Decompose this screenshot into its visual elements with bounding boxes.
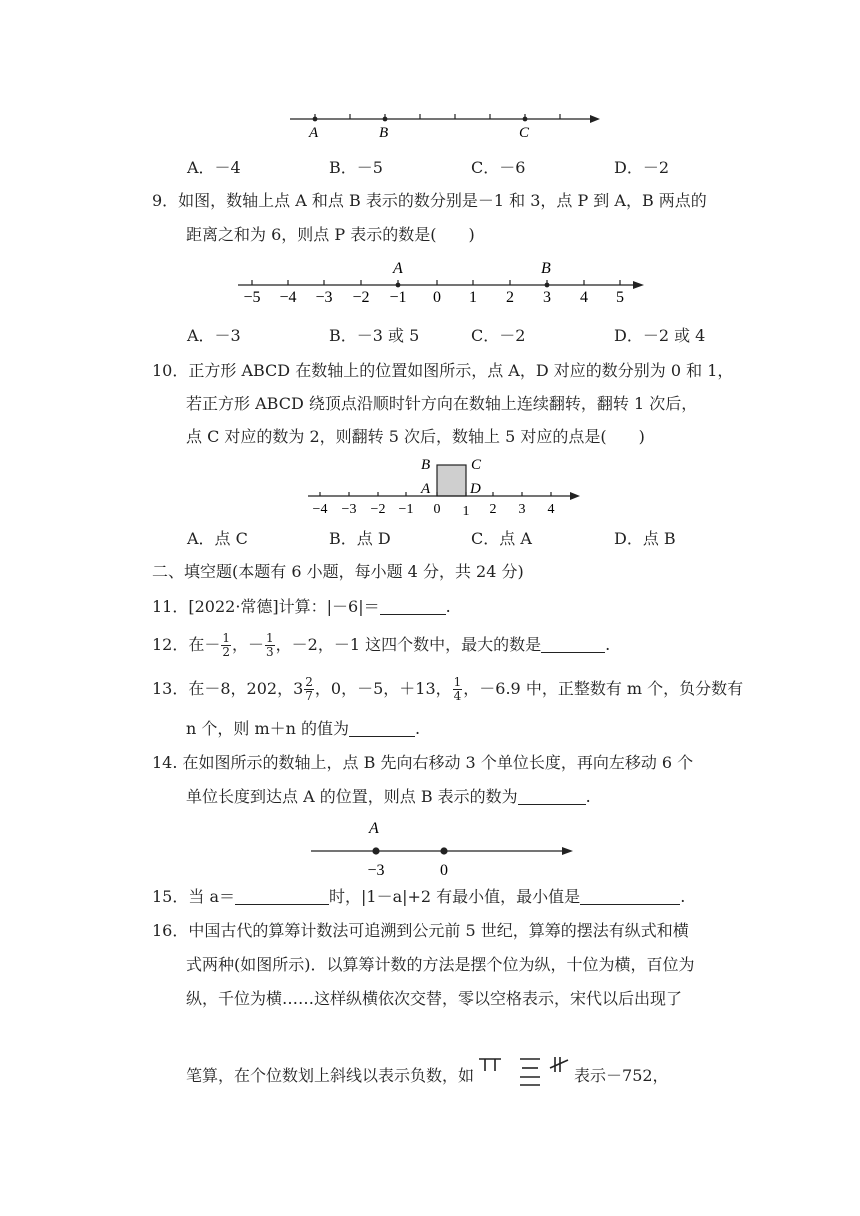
q13-line2: [186, 719, 420, 739]
vertex-b: B: [421, 457, 431, 473]
q15-answer-blank-1[interactable]: [235, 888, 329, 905]
tick-label: 2: [506, 289, 514, 306]
q8-option-a[interactable]: A．－4: [187, 158, 241, 177]
q13-mid: ，0，－5，＋13，: [314, 679, 452, 698]
tick-label: −1: [389, 289, 407, 306]
denominator: 2: [222, 645, 231, 659]
q9-point-b: B: [541, 260, 551, 277]
q9-option-c[interactable]: C．－2: [471, 326, 526, 345]
q12-answer-blank[interactable]: [541, 636, 605, 653]
q14-line2-text: 单位长度到达点 A 的位置，则点 B 表示的数为: [186, 787, 518, 806]
q16-line4-post: 表示－752，: [574, 1066, 669, 1085]
tick-label: −4: [279, 289, 297, 306]
q14-point-a: A: [369, 820, 379, 837]
q16-line3: 纵，千位为横……这样纵横依次交替，零以空格表示，宋代以后出现了: [186, 989, 683, 1008]
fraction: [453, 676, 463, 703]
q13-post: ，－6.9 中，正整数有 m 个，负分数有: [463, 679, 744, 698]
tick-label: −1: [398, 502, 414, 517]
tick-label: 3: [518, 502, 526, 517]
q9-number-line: [232, 256, 652, 306]
tick-label: 4: [580, 289, 588, 306]
denominator: 4: [453, 689, 462, 703]
tick-label: −4: [312, 502, 328, 517]
numerator: 1: [222, 631, 231, 645]
q11-answer-blank[interactable]: [380, 598, 446, 615]
q8-number-line: [280, 106, 610, 146]
point-c-label: C: [519, 125, 530, 141]
q16-line2: 式两种(如图所示)．以算筹计数的方法是摆个位为纵，十位为横，百位为: [186, 955, 695, 974]
q12-pre: 12．在－: [152, 635, 221, 654]
numerator: 1: [266, 631, 274, 645]
tick-label: 4: [547, 502, 555, 517]
q12-end: .: [605, 635, 611, 654]
q8-option-b[interactable]: B．－5: [329, 158, 383, 177]
tick-label: 1: [469, 289, 477, 306]
q9-line2: 距离之和为 6，则点 P 表示的数是( ): [186, 225, 475, 244]
tick-label: 0: [440, 862, 448, 879]
section-heading: 二、填空题(本题有 6 小题，每小题 4 分，共 24 分): [152, 562, 524, 581]
q14-number-line: [305, 814, 585, 880]
q13-line2-text: n 个，则 m＋n 的值为: [186, 719, 350, 738]
q10-line2: 若正方形 ABCD 绕顶点沿顺时针方向在数轴上连续翻转，翻转 1 次后，: [186, 394, 698, 413]
denominator: 7: [305, 689, 313, 703]
tick-label: −5: [243, 289, 261, 306]
q12-post: ，－2，－1 这四个数中，最大的数是: [275, 635, 542, 654]
q13-answer-blank[interactable]: [349, 720, 415, 737]
tick-label: −2: [352, 289, 370, 306]
q11: [152, 597, 451, 617]
tick-label: 3: [543, 289, 551, 306]
q14-answer-blank[interactable]: [518, 788, 586, 805]
q11-end: .: [445, 597, 451, 616]
tick-label: 5: [616, 289, 624, 306]
q8-option-d[interactable]: D．－2: [614, 158, 670, 177]
q13-pre: 13．在－8，202，3: [152, 679, 304, 698]
q11-text: 11．[2022·常德]计算：|－6|＝: [152, 597, 380, 616]
tick-label: 1: [462, 504, 470, 518]
q10-option-d[interactable]: D．点 B: [614, 529, 676, 548]
q10-option-a[interactable]: A．点 C: [187, 529, 248, 548]
q16-line4-pre: 笔算，在个位数划上斜线以表示负数，如: [186, 1066, 475, 1085]
vertex-a: A: [421, 481, 431, 497]
point-b-label: B: [379, 125, 389, 141]
tick-label: −2: [370, 502, 386, 517]
mixed-fraction: [304, 676, 314, 703]
q14-line2: [186, 787, 591, 807]
q14-end: .: [585, 787, 591, 806]
q8-option-c[interactable]: C．－6: [471, 158, 526, 177]
q15-mid: 时，|1－a|+2 有最小值，最小值是: [329, 887, 581, 906]
q10-option-b[interactable]: B．点 D: [329, 529, 391, 548]
q10-line3: 点 C 对应的数为 2，则翻转 5 次后，数轴上 5 对应的点是( ): [186, 427, 645, 446]
tick-label: 0: [433, 289, 441, 306]
q15-end: .: [680, 887, 686, 906]
q10-option-c[interactable]: C．点 A: [471, 529, 532, 548]
q16-line4: [186, 1055, 669, 1091]
fraction: [221, 632, 231, 659]
denominator: 3: [266, 645, 274, 659]
tick-label: −3: [367, 862, 385, 879]
q13-end: .: [415, 719, 421, 738]
square-abcd: [437, 465, 466, 496]
point-a-label: A: [309, 125, 319, 141]
vertex-d: D: [470, 481, 481, 497]
vertex-c: C: [471, 457, 482, 473]
q9-option-d[interactable]: D．－2 或 4: [614, 326, 706, 345]
q16-line1: 16．中国古代的算筹计数法可追溯到公元前 5 世纪，算筹的摆法有纵式和横: [152, 921, 689, 940]
q15-pre: 15．当 a＝: [152, 887, 235, 906]
q13-line1: [152, 672, 743, 706]
tick-label: −3: [341, 502, 357, 517]
tick-label: 0: [433, 502, 441, 517]
counting-rods-icon: [476, 1055, 572, 1091]
tick-label: −3: [315, 289, 333, 306]
numerator: 2: [305, 675, 313, 689]
q12-mid: ，－: [232, 635, 265, 654]
q10-square-figure: [300, 452, 590, 518]
numerator: 1: [453, 675, 462, 689]
fraction: [265, 632, 275, 659]
q15-answer-blank-2[interactable]: [580, 888, 680, 905]
q15: [152, 887, 685, 907]
q9-point-a: A: [393, 260, 403, 277]
q9-line1: 9．如图，数轴上点 A 和点 B 表示的数分别是－1 和 3，点 P 到 A，B 两点的: [152, 191, 707, 210]
q10-line1: 10．正方形 ABCD 在数轴上的位置如图所示，点 A，D 对应的数分别为 0 和 1，: [152, 361, 734, 380]
q14-line1: 14. 在如图所示的数轴上，点 B 先向右移动 3 个单位长度，再向左移动 6 个: [152, 753, 694, 772]
q9-option-a[interactable]: A．－3: [187, 326, 241, 345]
tick-label: 2: [489, 502, 497, 517]
q9-option-b[interactable]: B．－3 或 5: [329, 326, 420, 345]
q12: [152, 628, 610, 662]
